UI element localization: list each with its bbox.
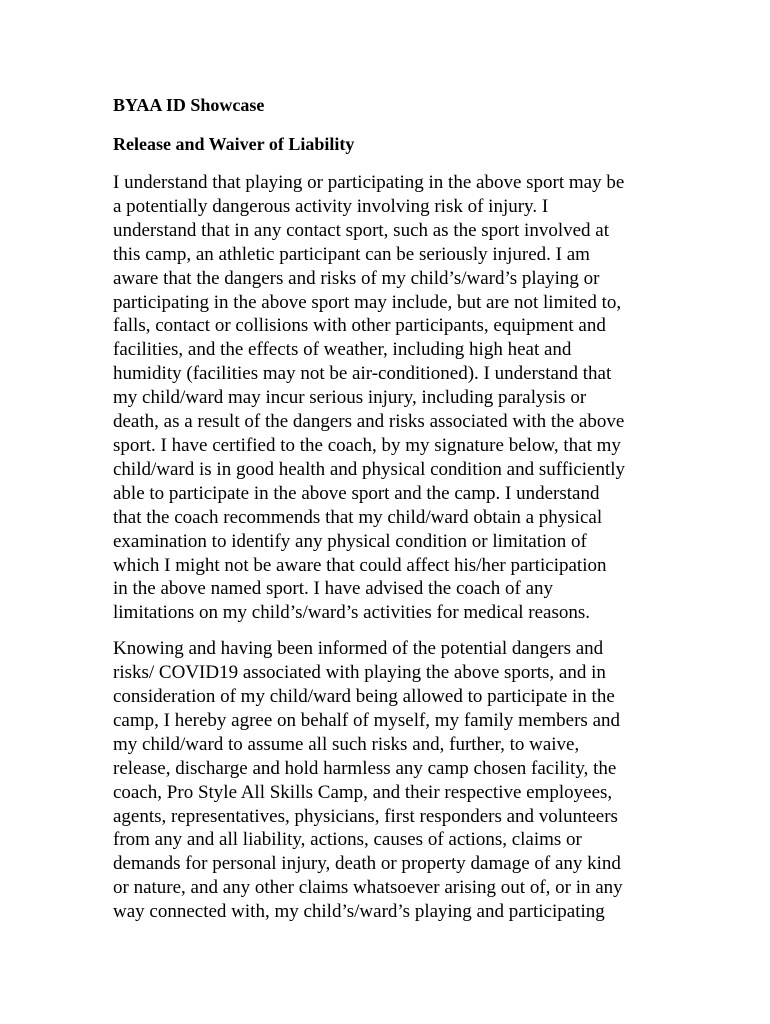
paragraph-line: Knowing and having been informed of the potential dangers and [113, 638, 604, 660]
paragraph-line: death, as a result of the dangers and risks associated with the above [113, 411, 625, 433]
paragraph-line: consideration of my child/ward being allowed to participate in the [113, 686, 615, 708]
paragraph-line: aware that the dangers and risks of my child’s/ward’s playing or [113, 267, 600, 289]
paragraph-line: sport. I have certified to the coach, by my signature below, that my [113, 434, 621, 456]
paragraph-1 [113, 171, 661, 625]
paragraph-line: from any and all liability, actions, causes of actions, claims or [113, 829, 582, 851]
paragraph-line: humidity (facilities may not be air-conditioned). I understand that [113, 363, 612, 385]
paragraph-line: my child/ward to assume all such risks and, further, to waive, [113, 733, 580, 755]
paragraph-line: demands for personal injury, death or property damage of any kind [113, 853, 621, 875]
document-subtitle: Release and Waiver of Liability [113, 134, 355, 154]
paragraph-line: way connected with, my child’s/ward’s playing and participating [113, 901, 605, 923]
document-page [113, 93, 661, 936]
paragraph-line: which I might not be aware that could affect his/her participation [113, 554, 607, 576]
paragraph-line: I understand that playing or participating in the above sport may be [113, 172, 625, 193]
paragraph-2 [113, 637, 661, 924]
paragraph-line: participating in the above sport may include, but are not limited to, [113, 291, 622, 313]
paragraph-line: that the coach recommends that my child/ward obtain a physical [113, 506, 603, 528]
paragraph-line: limitations on my child’s/ward’s activities for medical reasons. [113, 602, 591, 624]
paragraph-line: facilities, and the effects of weather, including high heat and [113, 339, 572, 361]
paragraph-line: release, discharge and hold harmless any camp chosen facility, the [113, 757, 617, 779]
paragraph-line: understand that in any contact sport, such as the sport involved at [113, 219, 609, 241]
paragraph-line: falls, contact or collisions with other participants, equipment and [113, 315, 606, 337]
paragraph-line: camp, I hereby agree on behalf of myself, my family members and [113, 709, 621, 731]
paragraph-line: this camp, an athletic participant can be seriously injured. I am [113, 243, 590, 265]
paragraph-line: examination to identify any physical condition or limitation of [113, 530, 587, 552]
paragraph-line: agents, representatives, physicians, first responders and volunteers [113, 805, 618, 827]
paragraph-line: a potentially dangerous activity involving risk of injury. I [113, 195, 549, 217]
paragraph-line: in the above named sport. I have advised the coach of any [113, 578, 554, 600]
paragraph-line: or nature, and any other claims whatsoever arising out of, or in any [113, 877, 623, 899]
paragraph-line: coach, Pro Style All Skills Camp, and their respective employees, [113, 781, 613, 803]
paragraph-line: risks/ COVID19 associated with playing the above sports, and in [113, 662, 606, 684]
paragraph-line: my child/ward may incur serious injury, including paralysis or [113, 387, 587, 409]
document-title: BYAA ID Showcase [113, 95, 265, 115]
paragraph-line: able to participate in the above sport and the camp. I understand [113, 482, 600, 504]
paragraph-line: child/ward is in good health and physical condition and sufficiently [113, 458, 626, 480]
